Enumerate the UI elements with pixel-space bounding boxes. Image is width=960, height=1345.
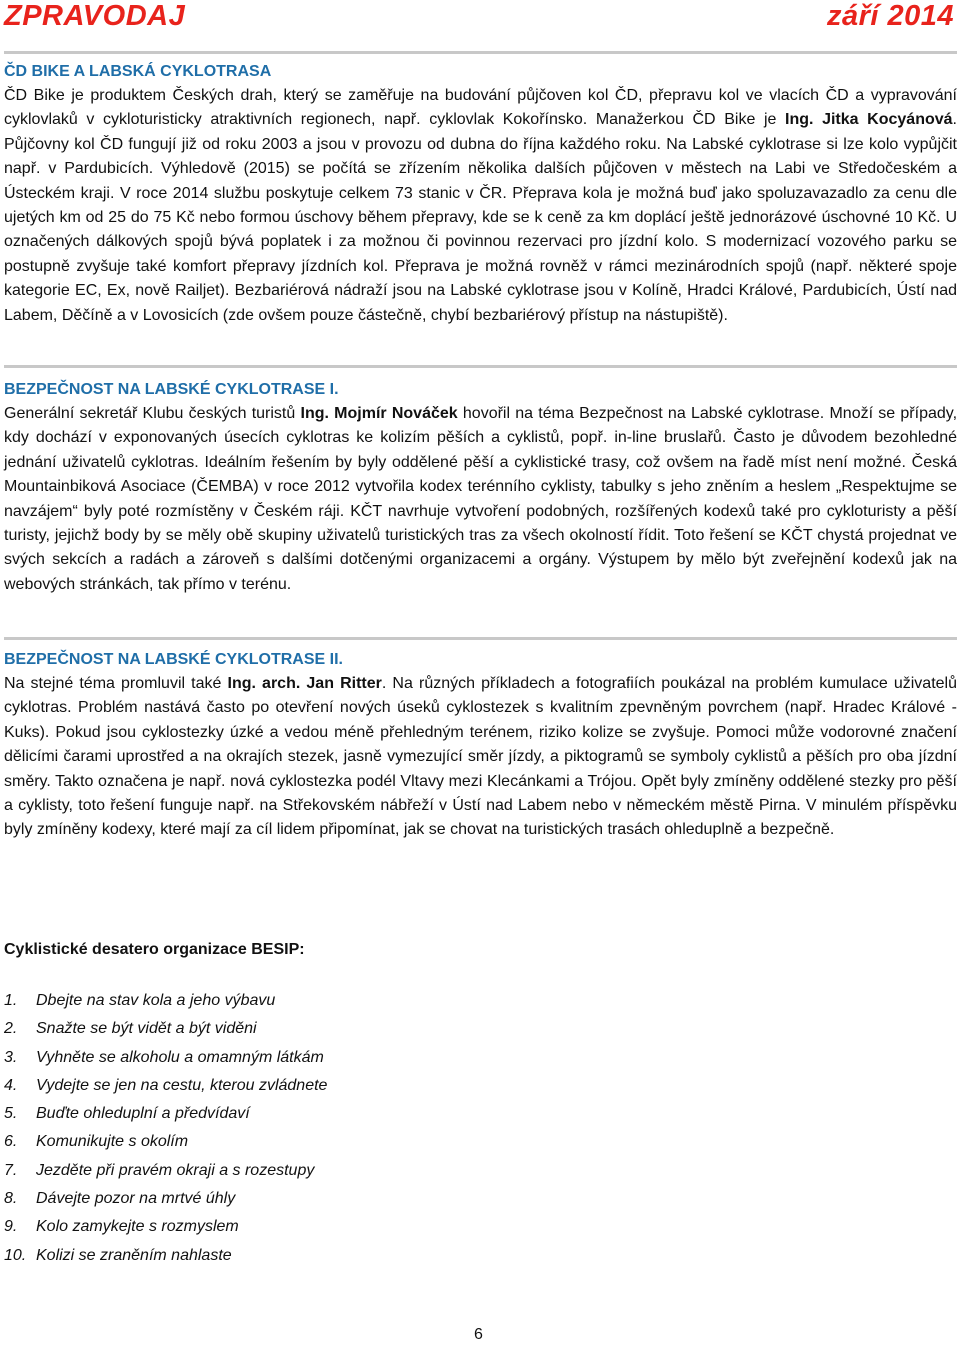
section-title: ČD BIKE A LABSKÁ CYKLOTRASA — [4, 63, 272, 80]
list-item — [4, 1242, 604, 1270]
list-item — [4, 1044, 604, 1072]
list-item — [4, 1072, 604, 1100]
section-paragraph: Na stejné téma promluvil také Ing. arch. Jan Ritter. Na různých příkladech a fotografiích poukázal na problém kumulace uživatelů cyklotras. Problém nastává často po otevření nových úseků cyklostezek s kvalitním zpevněným povrchem (např. Hradec Králové - Kuks). Pokud jsou cyklostezky úzké a vedou méně přehledným terénem, riziko kolize se zvyšuje. Pomoci může vodorovné značení dělicími čarami uprostřed a na okrajích stezek, jasně vymezující směr jízdy, a piktogramů se symboly cyklistů a pěších pro oba jízdní směry. Takto označena je např. nová cyklostezka podél Vltavy mezi Klecánkami a Trójou. Opět byly zmíněny oddělené stezky pro pěší a cyklisty, toto řešení funguje např. na Střekovském nábřeží v Ústí nad Labem nebo v německém městě Pirna. V minulém příspěvku byly zmíněny kodexy, které mají za cíl lidem připomínat, jak se chovat na turistických trasách ohleduplně a bezpečně. — [4, 675, 958, 839]
newsletter-title: ZPRAVODAJ — [4, 0, 186, 32]
list-item-number: 1. — [4, 992, 18, 1009]
page-number: 6 — [474, 1326, 483, 1343]
list-item — [4, 1128, 604, 1156]
section-safety-1 — [4, 378, 957, 597]
section-paragraph: ČD Bike je produktem Českých drah, který se zaměřuje na budování půjčoven kol ČD, přepravu kol ve vlacích ČD a vypravování cyklovlaků v cykloturisticky atraktivních regionech, např. cyklovlak Kokořínsko. Manažerkou ČD Bike je Ing. Jitka Kocyánová. Půjčovny kol ČD fungují již od roku 2003 a jsou v provozu od dubna do října každého roku. Na Labské cyklotrase si lze kolo vypůjčit např. v Pardubicích. Výhledově (2015) se počítá se zřízením několika dalších půjčoven v městech na Labi ve Středočeském a Ústeckém kraji. V roce 2014 službu poskytuje celkem 73 stanic v ČR. Přeprava kola je možná buď jako spoluzavazadlo za cenu dle ujetých km od 25 do 75 Kč nebo formou úschovy během přepravy, kde se k ceně za km doplácí ještě jednorázové úschovné 10 Kč. U označených dálkových spojů bývá poplatek i za možnou či povinnou rezervaci pro jízdní kolo. S modernizací vozového parku se postupně zvyšuje také komfort přepravy jízdních kol. Přeprava je možná rovněž v rámci mezinárodních spojů (např. některé spoje kategorie EC, Ex, nově Railjet). Bezbariérová nádraží jsou na Labské cyklotrase jsou v Kolíně, Hradci Králové, Pardubicích, Ústí nad Labem, Děčíně a v Lovosicích (zde ovšem pouze částečně, chybí bezbariérový přístup na nástupiště). — [4, 87, 957, 324]
section-title: BEZPEČNOST NA LABSKÉ CYKLOTRASE II. — [4, 651, 343, 668]
list-item-number: 6. — [4, 1133, 18, 1151]
list-item-number: 3. — [4, 1048, 18, 1066]
besip-rule-list — [4, 987, 604, 1270]
list-item — [4, 1100, 604, 1128]
list-item-text: Komunikujte s okolím — [36, 1133, 189, 1151]
list-item-text: Snažte se být vidět a být viděni — [36, 1020, 257, 1038]
list-item — [4, 1185, 604, 1213]
list-item-number: 4. — [4, 1076, 18, 1094]
list-item-text: Dávejte pozor na mrtvé úhly — [36, 1190, 236, 1208]
issue-date: září 2014 — [826, 0, 954, 32]
section-cd-bike — [4, 60, 957, 328]
section-paragraph: Generální sekretář Klubu českých turistů Ing. Mojmír Nováček hovořil na téma Bezpečnost na Labské cyklotrase. Množí se případy, kdy dochází v exponovaných úsecích cyklotras ke kolizím pěších a cyklistů, popř. in-line bruslařů. Často je důvodem bezohledné jednání uživatelů cyklotras. Ideálním řešením by byly oddělené pěší a cyklistické trasy, což ovšem na řadě míst není možné. Česká Mountainbiková Asociace (ČEMBA) v roce 2012 vytvořila kodex terénního cyklisty, tabulky s jeho zněním a heslem „Respektujme se navzájem“ byly poté rozmístěny v Českém ráji. KČT navrhuje vytvoření podobných, rozšířených kodexů také pro cykloturisty a pěší turisty, jejichž body by se měly obě skupiny uživatelů turistických tras za všech okolností řídit. Toto řešení se KČT chystá projednat ve svých sekcích a radách a zároveň s dalšími dotčenými organizacemi a orgány. Výstupem by mělo být zveřejnění kodexů jak na webových stránkách, tak přímo v terénu. — [4, 405, 958, 593]
list-item-text: Kolizi se zraněním nahlaste — [36, 1246, 232, 1264]
list-item-text: Vyhněte se alkoholu a omamným látkám — [36, 1048, 324, 1066]
list-item-number: 8. — [4, 1190, 18, 1208]
page-header — [4, 0, 954, 44]
besip-title: Cyklistické desatero organizace BESIP: — [4, 941, 305, 958]
list-item-text: Kolo zamykejte s rozmyslem — [36, 1218, 239, 1236]
list-item-number: 5. — [4, 1105, 18, 1123]
divider — [4, 51, 957, 54]
person-name: Ing. Mojmír Nováček — [300, 405, 458, 422]
section-title: BEZPEČNOST NA LABSKÉ CYKLOTRASE I. — [4, 381, 339, 398]
list-item-text: Buďte ohleduplní a předvídaví — [36, 1105, 250, 1123]
list-item-number: 10. — [4, 1246, 27, 1264]
list-item-number: 7. — [4, 1161, 18, 1179]
list-item — [4, 1157, 604, 1185]
list-item — [4, 987, 604, 1015]
list-item — [4, 1213, 604, 1241]
divider — [4, 637, 957, 640]
list-item — [4, 1015, 604, 1043]
list-item-number: 2. — [4, 1020, 18, 1038]
person-name: Ing. arch. Jan Ritter — [227, 675, 382, 692]
list-item-text: Jezděte při pravém okraji a s rozestupy — [36, 1161, 315, 1179]
list-item-text: Vydejte se jen na cestu, kterou zvládnete — [36, 1076, 328, 1094]
person-name: Ing. Jitka Kocyánová — [785, 111, 953, 129]
list-item-number: 9. — [4, 1218, 18, 1236]
section-safety-2 — [4, 648, 957, 843]
divider — [4, 365, 957, 368]
list-item-text: Dbejte na stav kola a jeho výbavu — [36, 992, 276, 1009]
